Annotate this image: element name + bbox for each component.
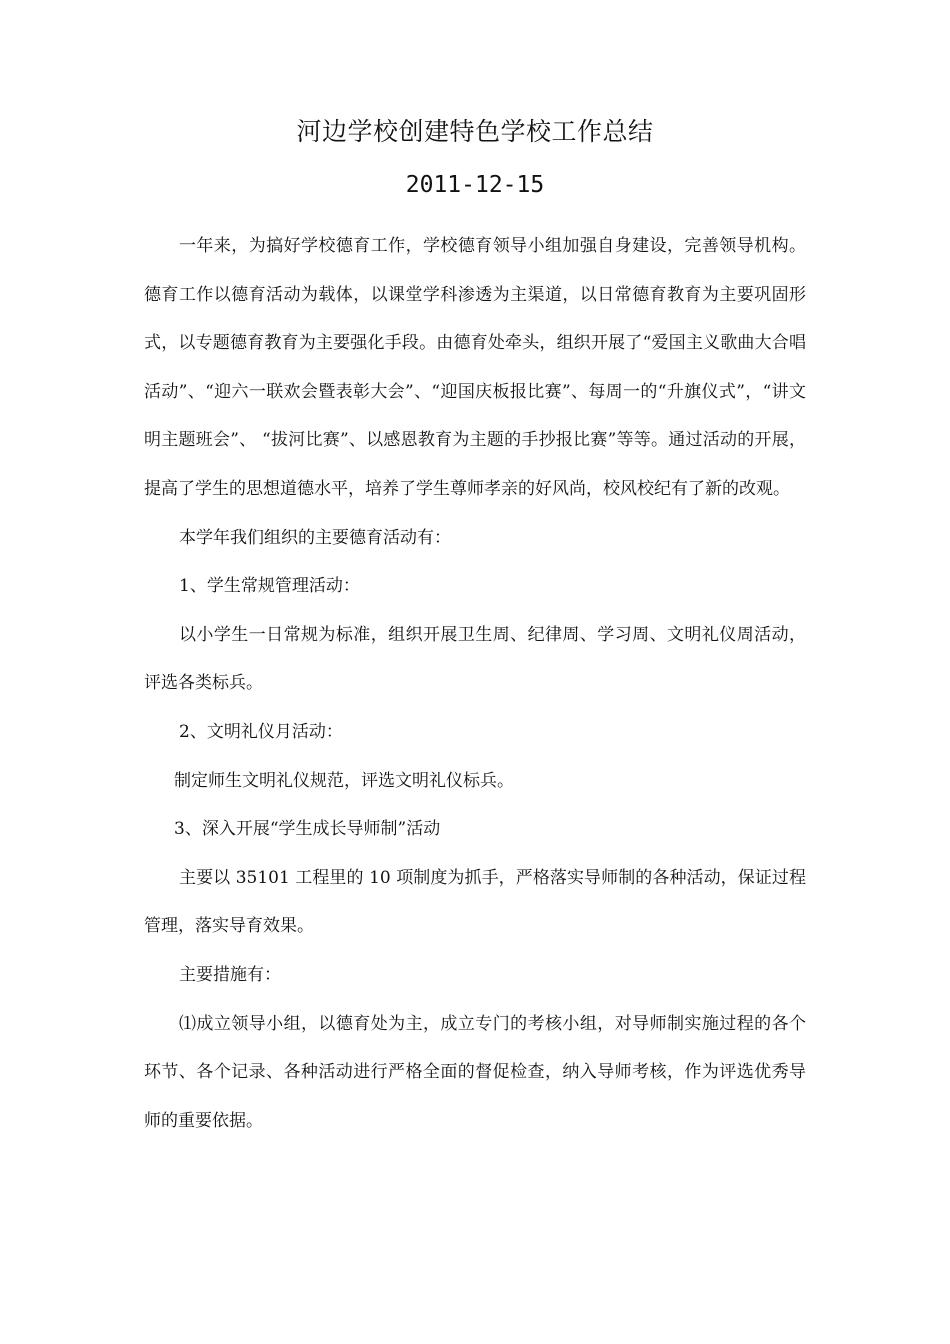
document-date: 2011-12-15 (405, 172, 545, 198)
paragraph-item-2-body: 制定师生文明礼仪规范，评选文明礼仪标兵。 (174, 770, 514, 791)
paragraph-item-3-heading: 3、深入开展“学生成长导师制”活动 (174, 819, 441, 840)
paragraph-item-3-body: 主要以 35101 工程里的 10 项制度为抓手，严格落实导师制的各种活动，保证过程管理，落实导育效果。 (144, 867, 806, 937)
paragraph-activities-heading: 本学年我们组织的主要德育活动有： (179, 527, 451, 548)
document-body (144, 222, 806, 1145)
paragraph-measures-heading: 主要措施有： (179, 964, 281, 985)
paragraph-item-1-heading: 1、学生常规管理活动： (179, 576, 360, 597)
paragraph-measure-1: ⑴成立领导小组，以德育处为主，成立专门的考核小组，对导师制实施过程的各个环节、各个记录、各种活动进行严格全面的督促检查，纳入导师考核，作为评选优秀导师的重要依据。 (144, 1013, 806, 1131)
paragraph-intro: 一年来，为搞好学校德育工作，学校德育领导小组加强自身建设，完善领导机构。德育工作以德育活动为载体，以课堂学科渗透为主渠道，以日常德育教育为主要巩固形式，以专题德育教育为主要强化手段。由德育处牵头，组织开展了“爱国主义歌曲大合唱活动”、“迎六一联欢会暨表彰大会”、“迎国庆板报比赛”、每周一的“升旗仪式”，“讲文明主题班会”、 “拔河比赛”、以感恩教育为主题的手抄报比赛”等等。通过活动的开展，提高了学生的思想道德水平，培养了学生尊师孝亲的好风尚，校风校纪有了新的改观。 (144, 236, 806, 499)
document-title: 河边学校创建特色学校工作总结 (296, 117, 654, 146)
paragraph-item-1-body: 以小学生一日常规为标准，组织开展卫生周、纪律周、学习周、文明礼仪周活动，评选各类标兵。 (144, 624, 806, 694)
paragraph-item-2-heading: 2、文明礼仪月活动： (179, 721, 343, 742)
